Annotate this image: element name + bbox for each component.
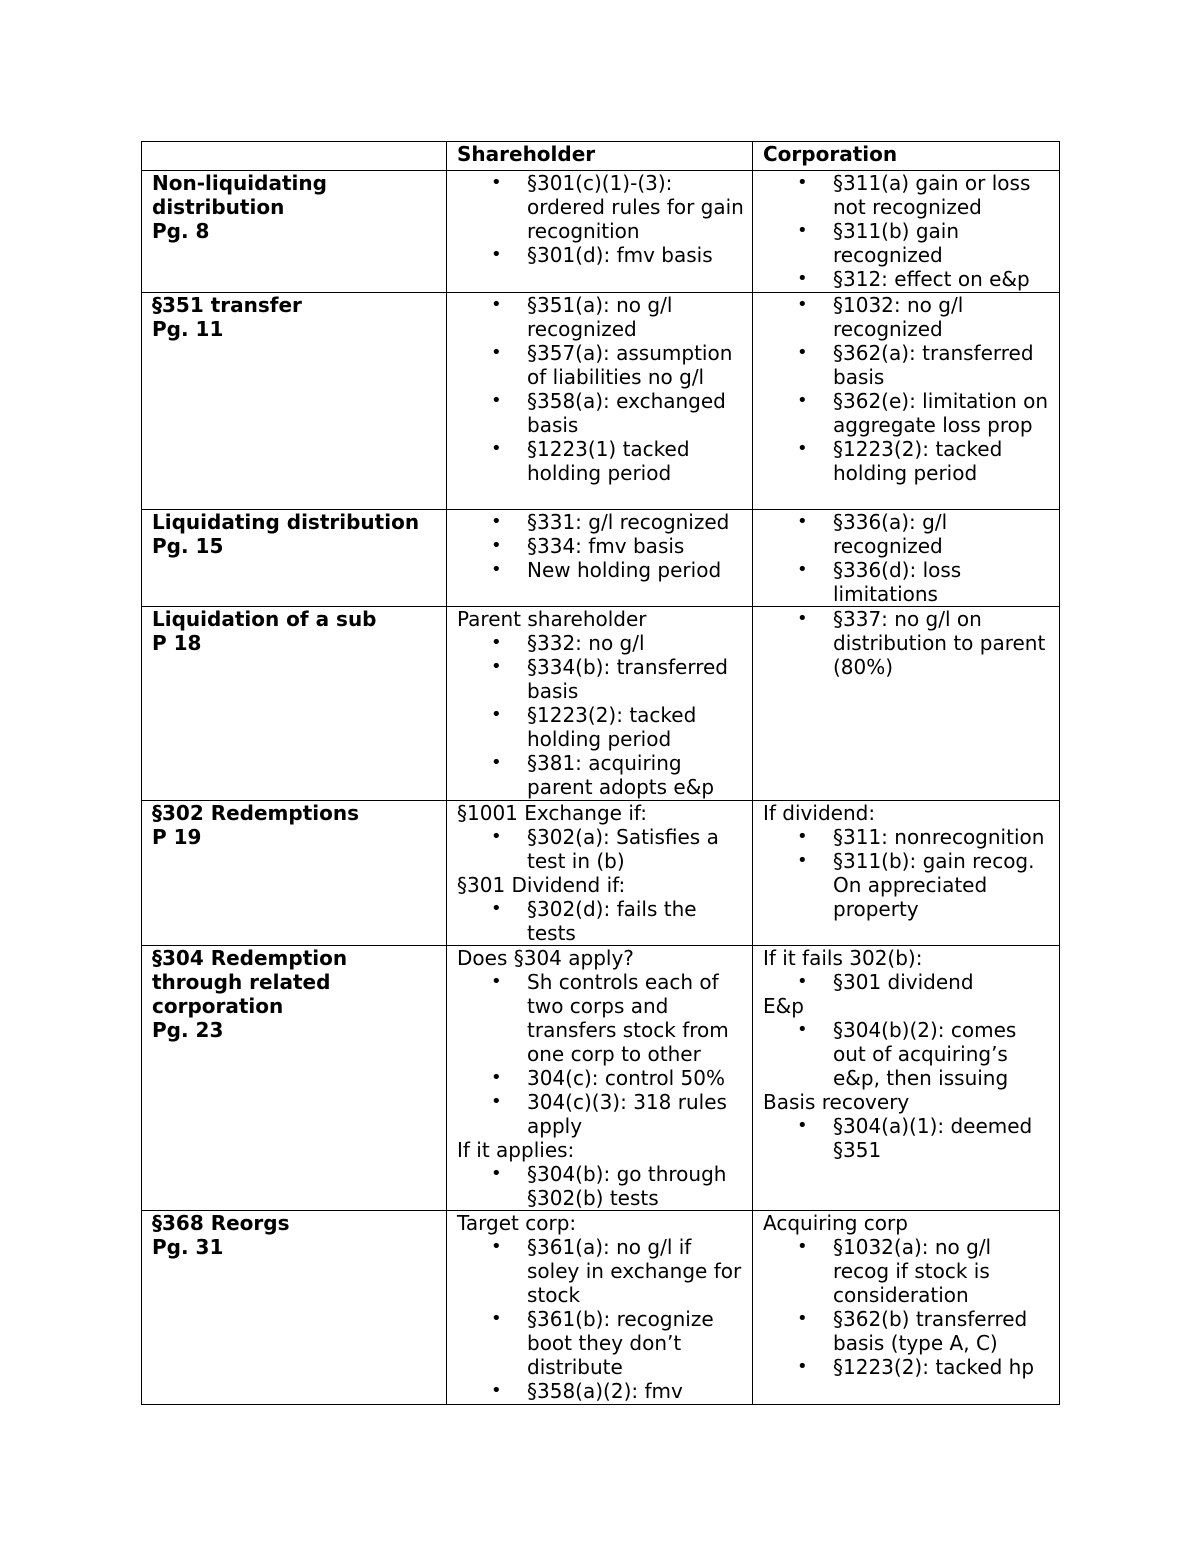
bullet-item: • §358(a)(2): fmv: [457, 1379, 744, 1403]
shareholder-cell: [447, 607, 753, 801]
bullet-item: • §304(a)(1): deemed §351: [763, 1114, 1051, 1162]
shareholder-cell: [447, 171, 753, 293]
bullet-list: [457, 171, 744, 267]
bullet-item: • §1223(2): tacked holding period: [763, 437, 1051, 485]
bullet-list: [457, 825, 744, 873]
table-row: [142, 171, 1060, 293]
bullet-item: • §334: fmv basis: [457, 534, 744, 558]
cell-subheading: §301 Dividend if:: [457, 873, 626, 897]
bullet-list: [763, 1235, 1051, 1379]
bullet-list: [457, 897, 744, 945]
shareholder-cell: [447, 293, 753, 510]
header-corner-cell: [142, 142, 447, 171]
bullet-item: • §362(e): limitation on aggregate loss prop: [763, 389, 1051, 437]
corporation-cell: [753, 510, 1060, 607]
topic-title: §302 Redemptions: [152, 801, 360, 825]
table-row: [142, 510, 1060, 607]
bullet-item: • §304(b): go through §302(b) tests: [457, 1162, 744, 1210]
cell-subheading: If dividend:: [763, 801, 876, 825]
bullet-list: [763, 171, 1051, 291]
bullet-item: • §1032: no g/l recognized: [763, 293, 1051, 341]
table-row: [142, 1211, 1060, 1405]
bullet-list: [457, 970, 744, 1138]
shareholder-cell: [447, 801, 753, 946]
topic-title: §304 Redemption through related corporation: [152, 946, 348, 1018]
bullet-item: • §301(d): fmv basis: [457, 243, 744, 267]
bullet-item: • §301(c)(1)-(3): ordered rules for gain recognition: [457, 171, 744, 243]
bullet-item: • §332: no g/l: [457, 631, 744, 655]
bullet-list: [763, 825, 1051, 921]
bullet-item: • New holding period: [457, 558, 744, 582]
cell-subheading: Parent shareholder: [457, 607, 647, 631]
bullet-list: [763, 510, 1051, 606]
bullet-list: [457, 631, 744, 799]
topic-cell: [142, 607, 447, 801]
topic-cell: [142, 801, 447, 946]
header-row: [142, 142, 1060, 171]
topic-page-ref: P 18: [152, 631, 202, 655]
bullet-item: • 304(c): control 50%: [457, 1066, 744, 1090]
bullet-item: • §357(a): assumption of liabilities no g/l: [457, 341, 744, 389]
bullet-item: • §1223(2): tacked hp: [763, 1355, 1051, 1379]
bullet-item: • §381: acquiring parent adopts e&p: [457, 751, 744, 799]
corporation-cell: [753, 1211, 1060, 1405]
topic-title: Liquidating distribution: [152, 510, 420, 534]
bullet-item: • §358(a): exchanged basis: [457, 389, 744, 437]
corporation-cell: [753, 946, 1060, 1211]
bullet-item: • §336(d): loss limitations: [763, 558, 1051, 606]
bullet-item: • §361(b): recognize boot they don’t distribute: [457, 1307, 744, 1379]
cell-subheading: If it fails 302(b):: [763, 946, 923, 970]
corporation-cell: [753, 801, 1060, 946]
bullet-item: • §362(a): transferred basis: [763, 341, 1051, 389]
table-row: [142, 801, 1060, 946]
bullet-item: • §311(a) gain or loss not recognized: [763, 171, 1051, 219]
bullet-item: • §362(b) transferred basis (type A, C): [763, 1307, 1051, 1355]
topic-page-ref: Pg. 31: [152, 1235, 224, 1259]
bullet-item: • 304(c)(3): 318 rules apply: [457, 1090, 744, 1138]
table-body: [142, 171, 1060, 1405]
bullet-item: • §1223(1) tacked holding period: [457, 437, 744, 485]
bullet-list: [457, 510, 744, 582]
topic-page-ref: Pg. 8: [152, 219, 210, 243]
cell-subheading: If it applies:: [457, 1138, 575, 1162]
bullet-item: • §301 dividend: [763, 970, 1051, 994]
bullet-list: [457, 293, 744, 485]
bullet-item: • §312: effect on e&p: [763, 267, 1051, 291]
bullet-list: [457, 1235, 744, 1403]
bullet-item: • §311(b): gain recog. On appreciated property: [763, 849, 1051, 921]
cell-subheading: §1001 Exchange if:: [457, 801, 647, 825]
bullet-item: • §1223(2): tacked holding period: [457, 703, 744, 751]
cell-subheading: Target corp:: [457, 1211, 577, 1235]
bullet-item: • §334(b): transferred basis: [457, 655, 744, 703]
bullet-item: • Sh controls each of two corps and transfers stock from one corp to other: [457, 970, 744, 1066]
topic-title: Non-liquidating distribution: [152, 171, 327, 219]
topic-page-ref: Pg. 23: [152, 1018, 224, 1042]
bullet-item: • §304(b)(2): comes out of acquiring’s e&p, then issuing: [763, 1018, 1051, 1090]
bullet-list: [763, 1018, 1051, 1090]
bullet-list: [763, 970, 1051, 994]
corporation-cell: [753, 293, 1060, 510]
topic-title: §351 transfer: [152, 293, 302, 317]
table-row: [142, 293, 1060, 510]
topic-cell: [142, 171, 447, 293]
bullet-item: • §302(d): fails the tests: [457, 897, 744, 945]
cell-subheading: Acquiring corp: [763, 1211, 908, 1235]
topic-page-ref: Pg. 11: [152, 317, 224, 341]
corporation-cell: [753, 171, 1060, 293]
topic-cell: [142, 946, 447, 1211]
bullet-list: [763, 607, 1051, 679]
summary-table: [141, 141, 1060, 1405]
cell-subheading: E&p: [763, 994, 804, 1018]
bullet-item: • §302(a): Satisfies a test in (b): [457, 825, 744, 873]
corporation-cell: [753, 607, 1060, 801]
bullet-item: • §331: g/l recognized: [457, 510, 744, 534]
table-row: [142, 946, 1060, 1211]
topic-page-ref: Pg. 15: [152, 534, 224, 558]
bullet-item: • §337: no g/l on distribution to parent (80%): [763, 607, 1051, 679]
header-corporation: Corporation: [753, 142, 1060, 171]
bullet-item: • §311(b) gain recognized: [763, 219, 1051, 267]
bullet-item: • §311: nonrecognition: [763, 825, 1051, 849]
bullet-item: • §351(a): no g/l recognized: [457, 293, 744, 341]
bullet-list: [763, 293, 1051, 485]
topic-cell: [142, 1211, 447, 1405]
bullet-list: [457, 1162, 744, 1210]
cell-subheading: Basis recovery: [763, 1090, 910, 1114]
bullet-item: • §1032(a): no g/l recog if stock is consideration: [763, 1235, 1051, 1307]
topic-title: Liquidation of a sub: [152, 607, 377, 631]
shareholder-cell: [447, 510, 753, 607]
topic-cell: [142, 293, 447, 510]
bullet-list: [763, 1114, 1051, 1162]
bullet-item: • §361(a): no g/l if soley in exchange for stock: [457, 1235, 744, 1307]
shareholder-cell: [447, 946, 753, 1211]
shareholder-cell: [447, 1211, 753, 1405]
topic-page-ref: P 19: [152, 825, 202, 849]
topic-cell: [142, 510, 447, 607]
header-shareholder: Shareholder: [447, 142, 753, 171]
table-row: [142, 607, 1060, 801]
bullet-item: • §336(a): g/l recognized: [763, 510, 1051, 558]
cell-subheading: Does §304 apply?: [457, 946, 634, 970]
topic-title: §368 Reorgs: [152, 1211, 290, 1235]
